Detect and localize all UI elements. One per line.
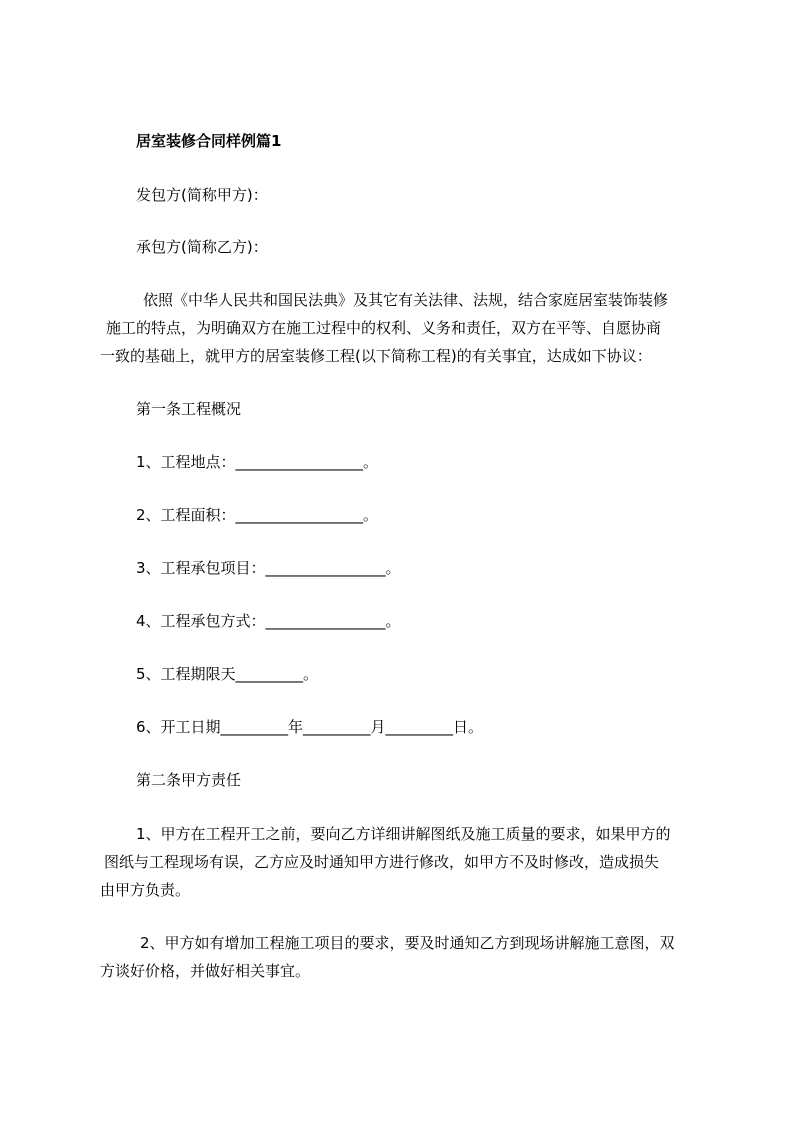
article2-para2-line-2: 方谈好价格，并做好相关事宜。 — [100, 962, 311, 980]
party-a-line: 发包方(简称甲方)： — [136, 186, 268, 204]
party-b-line: 承包方(简称乙方)： — [136, 238, 268, 256]
article1-item-4: 4、工程承包方式：________________。 — [136, 612, 401, 630]
article2-para1-line-3: 由甲方负责。 — [100, 881, 191, 899]
preamble-line-2: 施工的特点，为明确双方在施工过程中的权利、义务和责任，双方在平等、自愿协商 — [106, 319, 662, 337]
document-title: 居室装修合同样例篇1 — [136, 132, 282, 150]
preamble-line-1: 依照《中华人民共和国民法典》及其它有关法律、法规，结合家庭居室装饰装修 — [143, 291, 669, 309]
preamble-line-3: 一致的基础上，就甲方的居室装修工程(以下简称工程)的有关事宜，达成如下协议： — [100, 347, 652, 365]
article1-heading: 第一条工程概况 — [136, 400, 242, 418]
article1-item-1: 1、工程地点：_________________。 — [136, 453, 379, 471]
article2-para1-line-1: 1、甲方在工程开工之前，要向乙方详细讲解图纸及施工质量的要求，如果甲方的 — [136, 825, 671, 843]
article1-item-2: 2、工程面积：_________________。 — [136, 506, 379, 524]
article1-item-5: 5、工程期限天_________。 — [136, 665, 319, 683]
article1-item-3: 3、工程承包项目：________________。 — [136, 559, 401, 577]
article2-para2-line-1: 2、甲方如有增加工程施工项目的要求，要及时通知乙方到现场讲解施工意图，双 — [140, 934, 675, 952]
article1-item-6: 6、开工日期_________年_________月_________日。 — [136, 718, 484, 736]
article2-heading: 第二条甲方责任 — [136, 771, 242, 789]
article2-para1-line-2: 图纸与工程现场有误，乙方应及时通知甲方进行修改，如甲方不及时修改，造成损失 — [104, 853, 660, 871]
